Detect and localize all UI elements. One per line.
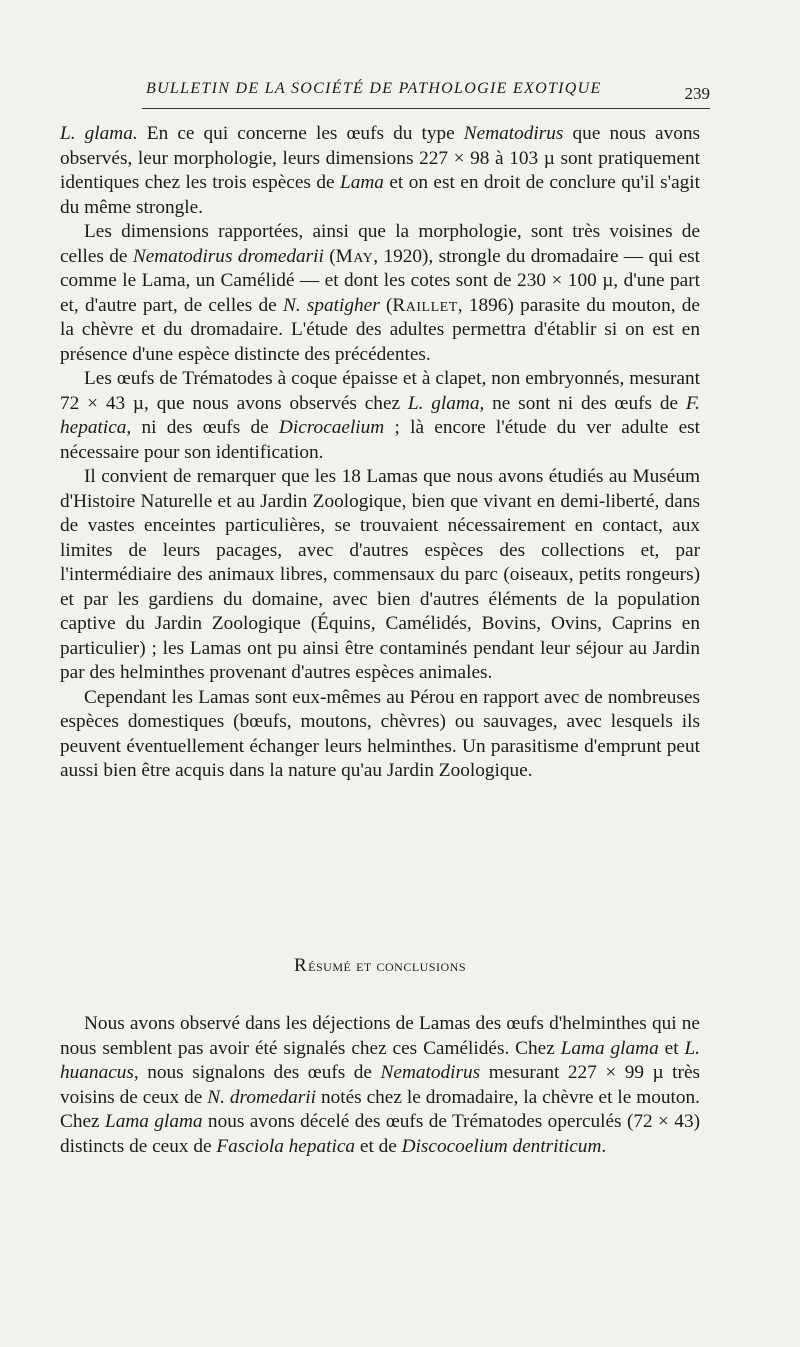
conclusion-text [60, 1012, 700, 1159]
paragraph-3: Les œufs de Trématodes à coque épaisse et à clapet, non embryonnés, mesurant 72 × 43 µ, que nous avons observés chez L. glama, ne sont ni des œufs de F. hepatica, ni des œufs de Dicrocaelium ; là encore l'étude du ver adulte est nécessaire pour son identification. [60, 368, 701, 463]
paragraph-4: Il convient de remarquer que les 18 Lamas que nous avons étudiés au Muséum d'Histoire Naturelle et au Jardin Zoologique, bien que vivant en demi-liberté, dans de vastes enceintes particulières, se trouvaient nécessairement en contact, aux limites de leurs pacages, avec d'autres espèces des collections et, par l'intermédiaire des animaux libres, commensaux du parc (oiseaux, petits rongeurs) et par les gardiens du domaine, avec bien d'autres éléments de la population captive du Jardin Zoologique (Équins, Camélidés, Bovins, Ovins, Caprins en particulier) ; les Lamas ont pu ainsi être contaminés pendant leur séjour au Jardin par des helminthes provenant d'autres espèces animales. [60, 466, 700, 683]
species-name: F. hepatica [60, 392, 701, 438]
body-text [60, 122, 700, 784]
paragraph-1: L. glama. En ce qui concerne les œufs du type Nematodirus que nous avons observés, leur morphologie, leurs dimensions 227 × 98 à 103 µ sont pratiquement identiques chez les trois espèces de Lama et on est en droit de conclure qu'il s'agit du même strongle. [60, 123, 701, 218]
species-name: Lama glama [105, 1111, 203, 1132]
conclusion-paragraph: Nous avons observé dans les déjections de Lamas des œufs d'helminthes qui ne nous semblent pas avoir été signalés chez ces Camélidés. Chez Lama glama et L. huanacus, nous signalons des œufs de Nematodirus mesurant 227 × 99 µ très voisins de ceux de N. dromedarii notés chez le dromadaire, la chèvre et le mouton. Chez Lama glama nous avons décelé des œufs de Trématodes operculés (72 × 43) distincts de ceux de Fasciola hepatica et de Discocoelium dentriticum. [60, 1013, 701, 1157]
species-name: Discocoelium dentriticum [401, 1135, 602, 1157]
species-name: N. dromedarii [207, 1086, 316, 1108]
species-name: Nematodirus dromedarii [132, 245, 324, 267]
genus-name: Lama [339, 172, 384, 193]
species-name: L. glama. [60, 123, 138, 144]
species-name: L. glama [407, 392, 480, 414]
species-name: Fasciola hepatica [216, 1135, 356, 1157]
journal-title: BULLETIN DE LA SOCIÉTÉ DE PATHOLOGIE EXOTIQUE [146, 80, 602, 97]
species-name: L. huanacus [60, 1037, 700, 1083]
species-name: Lama glama [560, 1037, 659, 1059]
author-name: Raillet [392, 294, 458, 316]
page-number: 239 [684, 84, 710, 103]
genus-name: Nematodirus [463, 123, 564, 144]
running-header [60, 80, 710, 110]
section-heading: Résumé et conclusions [293, 955, 467, 976]
paragraph-5: Cependant les Lamas sont eux-mêmes au Pérou en rapport avec de nombreuses espèces domestiques (bœufs, moutons, chèvres) ou sauvages, avec lesquels ils peuvent éventuellement échanger leurs helminthes. Un parasitisme d'emprunt peut aussi bien être acquis dans la nature qu'au Jardin Zoologique. [60, 686, 700, 781]
genus-name: Dicrocaelium [278, 417, 385, 438]
paragraph-2: Les dimensions rapportées, ainsi que la morphologie, sont très voisines de celles de Nematodirus dromedarii (May, 1920), strongle du dromadaire — qui est comme le Lama, un Camélidé — et dont les cotes sont de 230 × 100 µ, d'une part et, d'autre part, de celles de N. spatigher (Raillet, 1896) parasite du mouton, de la chèvre et du dromadaire. L'étude des adultes permettra d'établir si on est en présence d'une espèce distincte des précédentes. [60, 221, 700, 365]
author-name: May [335, 245, 374, 267]
genus-name: Nematodirus [380, 1062, 481, 1083]
header-rule [142, 108, 710, 109]
species-name: N. spatigher [282, 294, 380, 316]
